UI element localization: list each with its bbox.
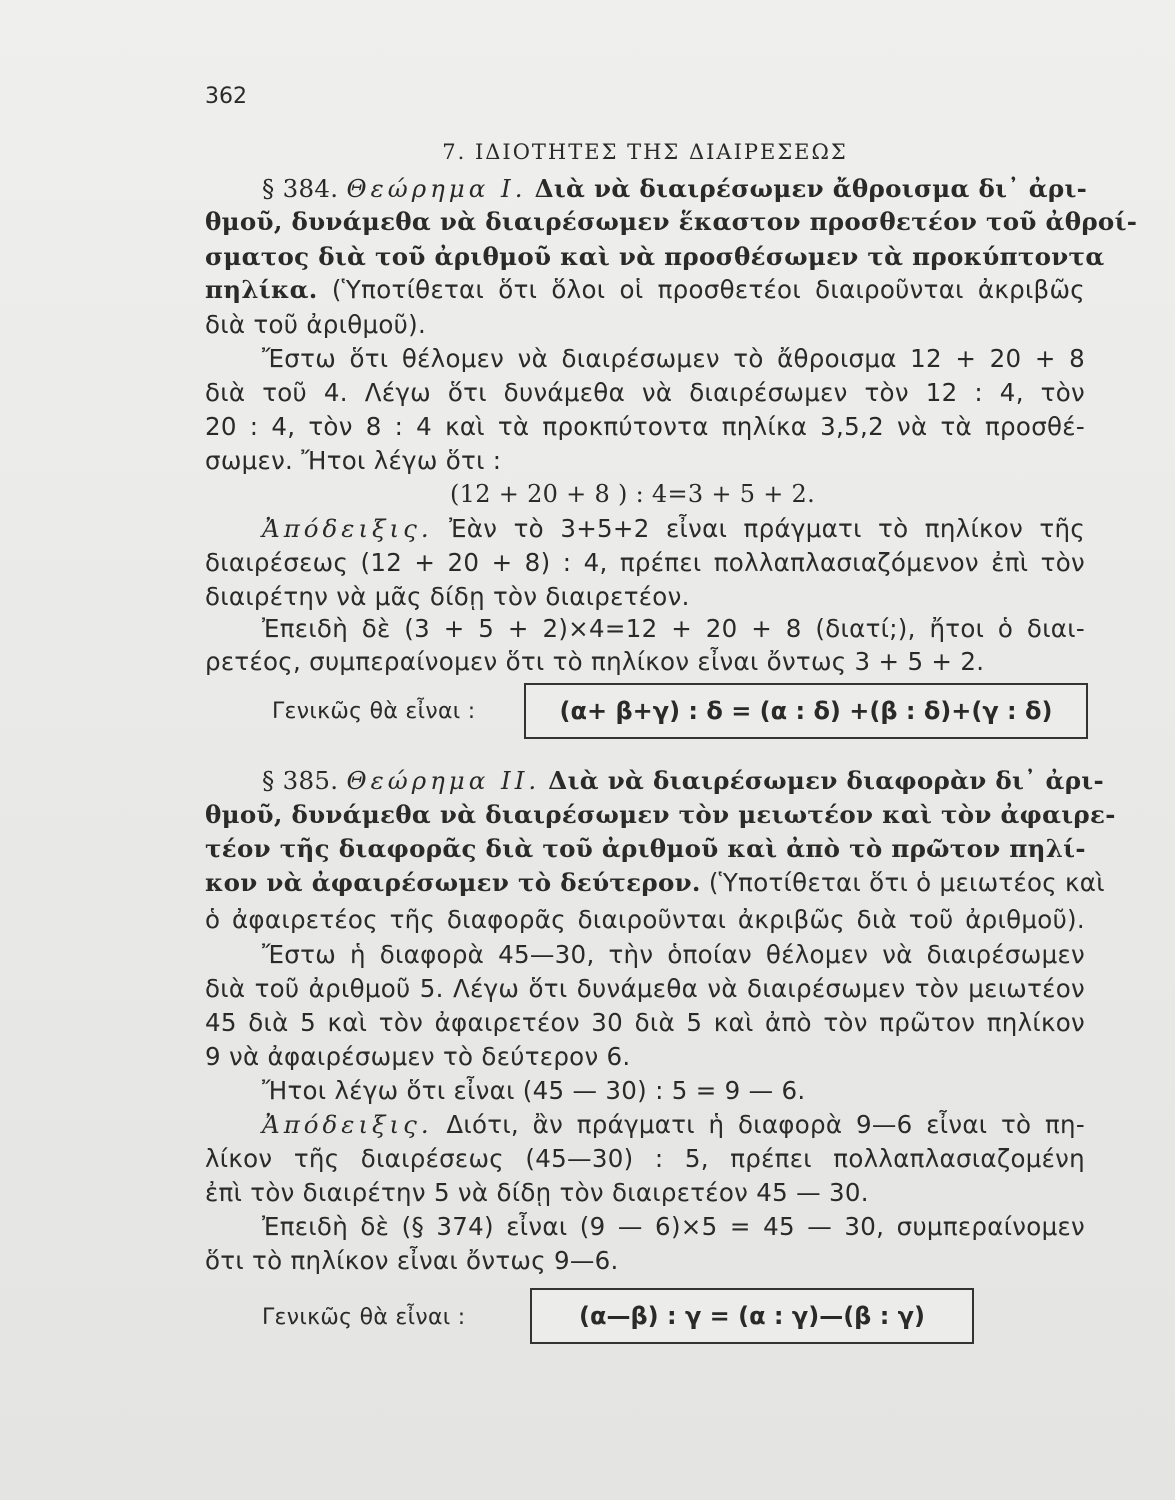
- s384-formula-box: [524, 683, 1088, 739]
- s385-section: § 385.: [262, 766, 339, 795]
- s385-line-2: θμοῦ, δυνάμεθα νὰ διαιρέσωμεν τὸν μειωτέον καὶ τὸν ἀφαιρε-: [205, 800, 1116, 829]
- s384-line-2: θμοῦ, δυνάμεθα νὰ διαιρέσωμεν ἕκαστον προσθετέον τοῦ ἀθροί-: [205, 207, 1138, 236]
- s385-line-13: ἐπὶ τὸν διαιρέτην 5 νὰ δίδῃ τὸν διαιρετέον 45 — 30.: [205, 1178, 869, 1207]
- s385-line-15: ὅτι τὸ πηλίκον εἶναι ὄντως 9—6.: [205, 1246, 619, 1275]
- s385-formula-box: [530, 1288, 974, 1344]
- s384-line-15: ρετέος, συμπεραίνομεν ὅτι τὸ πηλίκον εἶναι ὄντως 3 + 5 + 2.: [205, 647, 985, 676]
- s385-proof-text: Διότι, ἂν πράγματι ἡ διαφορὰ 9—6 εἶναι τὸ πη-: [446, 1110, 1085, 1139]
- s385-line-11: [262, 1108, 1085, 1142]
- s385-line-10: Ἤτοι λέγω ὅτι εἶναι (45 — 30) : 5 = 9 — 6.: [262, 1076, 806, 1105]
- s384-line-9: σωμεν. Ἤτοι λέγω ὅτι :: [205, 446, 502, 475]
- s385-line-7: διὰ τοῦ ἀριθμοῦ 5. Λέγω ὅτι δυνάμεθα νὰ διαιρέσωμεν τὸν μειωτέον: [205, 974, 1085, 1003]
- s384-line-1: [262, 172, 1088, 206]
- s384-line-7: διὰ τοῦ 4. Λέγω ὅτι δυνάμεθα νὰ διαιρέσωμεν τὸν 12 : 4, τὸν: [205, 378, 1085, 407]
- s384-theorem: Θεώρημα I.: [346, 174, 527, 203]
- s384-general-label: Γενικῶς θὰ εἶναι :: [272, 699, 476, 724]
- s385-line-9: 9 νὰ ἀφαιρέσωμεν τὸ δεύτερον 6.: [205, 1042, 631, 1071]
- s384-statement-4: πηλίκα.: [205, 275, 318, 304]
- s385-line-4: [205, 866, 1105, 900]
- chapter-heading: 7. ΙΔΙΟΤΗΤΕΣ ΤΗΣ ΔΙΑΙΡΕΣΕΩΣ: [442, 140, 848, 164]
- s384-line-3: σματος διὰ τοῦ ἀριθμοῦ καὶ νὰ προσθέσωμεν τὰ προκύπτοντα: [205, 242, 1105, 271]
- s385-line-1: [262, 764, 1104, 798]
- s384-statement-1: Διὰ νὰ διαιρέσωμεν ἄθροισμα δι᾽ ἀρι-: [534, 174, 1088, 203]
- s385-theorem: Θεώρημα II.: [346, 766, 541, 795]
- s385-formula: (α—β) : γ = (α : γ)—(β : γ): [579, 1302, 925, 1330]
- s384-formula: (α+ β+γ) : δ = (α : δ) +(β : δ)+(γ : δ): [559, 697, 1053, 725]
- s385-line-12: λίκον τῆς διαιρέσεως (45—30) : 5, πρέπει πολλαπλασιαζομένη: [205, 1144, 1085, 1173]
- s384-line-13: διαιρέτην νὰ μᾶς δίδῃ τὸν διαιρετέον.: [205, 582, 690, 611]
- s384-equation: (12 + 20 + 8 ) : 4=3 + 5 + 2.: [450, 480, 816, 508]
- s385-statement-1: Διὰ νὰ διαιρέσωμεν διαφορὰν δι᾽ ἀρι-: [548, 766, 1104, 795]
- page-number: 362: [205, 84, 247, 109]
- s384-line-6: Ἔστω ὅτι θέλομεν νὰ διαιρέσωμεν τὸ ἄθροισμα 12 + 20 + 8: [262, 344, 1085, 373]
- s385-line-6: Ἔστω ἡ διαφορὰ 45—30, τὴν ὁποίαν θέλομεν νὰ διαιρέσωμεν: [262, 940, 1085, 969]
- s384-line-5: διὰ τοῦ ἀριθμοῦ).: [205, 310, 427, 339]
- s384-proof-word: Ἀπόδειξις.: [262, 514, 433, 543]
- s385-general-label: Γενικῶς θὰ εἶναι :: [262, 1305, 466, 1330]
- s385-line-5: ὁ ἀφαιρετέος τῆς διαφορᾶς διαιροῦνται ἀκριβῶς διὰ τοῦ ἀριθμοῦ).: [205, 905, 1085, 934]
- s385-statement-4: κον νὰ ἀφαιρέσωμεν τὸ δεύτερον.: [205, 868, 701, 897]
- s384-line-12: διαιρέσεως (12 + 20 + 8) : 4, πρέπει πολλαπλασιαζόμενον ἐπὶ τὸν: [205, 548, 1085, 577]
- s384-line-4: [205, 273, 1085, 307]
- s384-proof-text: Ἐὰν τὸ 3+5+2 εἶναι πράγματι τὸ πηλίκον τῆς: [449, 514, 1085, 543]
- s384-line-8: 20 : 4, τὸν 8 : 4 καὶ τὰ προκπύτοντα πηλίκα 3,5,2 νὰ τὰ προσθέ-: [205, 412, 1085, 441]
- s385-proof-word: Ἀπόδειξις.: [262, 1110, 433, 1139]
- s385-line-14: Ἐπειδὴ δὲ (§ 374) εἶναι (9 — 6)×5 = 45 — 30, συμπεραίνομεν: [262, 1212, 1085, 1241]
- s384-section: § 384.: [262, 174, 339, 203]
- s384-note: (Ὑποτίθεται ὅτι ὅλοι οἱ προσθετέοι διαιροῦνται ἀκριβῶς: [331, 275, 1085, 304]
- s384-line-11: [262, 512, 1085, 546]
- s385-note: (Ὑποτίθεται ὅτι ὁ μειωτέος καὶ: [708, 868, 1105, 897]
- s385-line-3: τέον τῆς διαφορᾶς διὰ τοῦ ἀριθμοῦ καὶ ἀπὸ τὸ πρῶτον πηλί-: [205, 834, 1086, 863]
- s385-line-8: 45 διὰ 5 καὶ τὸν ἀφαιρετέον 30 διὰ 5 καὶ ἀπὸ τὸν πρῶτον πηλίκον: [205, 1008, 1085, 1037]
- s384-line-14: Ἐπειδὴ δὲ (3 + 5 + 2)×4=12 + 20 + 8 (διατί;), ἤτοι ὁ διαι-: [262, 614, 1085, 643]
